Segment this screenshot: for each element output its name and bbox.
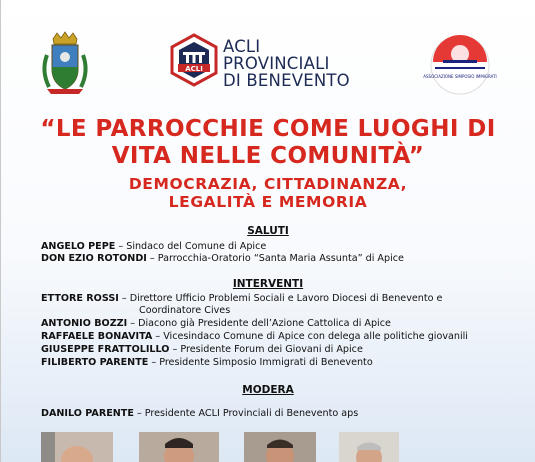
saluti-heading: SALUTI bbox=[247, 225, 289, 237]
main-title-line-1: “LE PARROCCHIE COME LUOGHI DI bbox=[40, 116, 496, 142]
speaker-role-continued: Coordinatore Cives bbox=[139, 305, 231, 316]
speaker-role: – Parrocchia-Oratorio “Santa Maria Assunta” di Apice bbox=[146, 253, 404, 264]
moderator-line bbox=[41, 408, 358, 419]
speaker-role: – Diacono già Presidente dell’Azione Cattolica di Apice bbox=[127, 318, 391, 329]
speaker-name: FILIBERTO PARENTE bbox=[41, 357, 149, 368]
speaker-role: – Presidente Simposio Immigrati di Benevento bbox=[148, 357, 373, 368]
speaker-name: ANTONIO BOZZI bbox=[41, 318, 128, 329]
speaker-line bbox=[41, 293, 442, 304]
speaker-photo bbox=[139, 432, 219, 462]
modera-heading: MODERA bbox=[242, 384, 294, 396]
speaker-photo bbox=[339, 432, 399, 462]
moderator-name: DANILO PARENTE bbox=[41, 408, 134, 419]
subtitle-line-1: DEMOCRAZIA, CITTADINANZA, bbox=[128, 175, 408, 193]
speaker-name: ETTORE ROSSI bbox=[41, 293, 119, 304]
org-line-1: ACLI bbox=[223, 37, 261, 56]
subtitle-line-2: LEGALITÀ E MEMORIA bbox=[168, 193, 368, 211]
simposio-immigrati-logo bbox=[423, 34, 497, 96]
speaker-role: – Vicesindaco Comune di Apice con delega alle politiche giovanili bbox=[152, 331, 468, 342]
speaker-name: DON EZIO ROTONDI bbox=[41, 253, 147, 264]
speaker-photo bbox=[41, 432, 113, 462]
town-crest-logo bbox=[39, 31, 91, 97]
speaker-line bbox=[41, 344, 363, 355]
acli-logo bbox=[169, 33, 219, 87]
speaker-name: GIUSEPPE FRATTOLILLO bbox=[41, 344, 170, 355]
speaker-name: RAFFAELE BONAVITA bbox=[41, 331, 153, 342]
speaker-line bbox=[41, 357, 373, 368]
acli-logo-text: ACLI bbox=[185, 64, 203, 73]
org-line-2: PROVINCIALI bbox=[223, 54, 330, 73]
speaker-role: – Direttore Ufficio Problemi Sociali e Lavoro Diocesi di Benevento e bbox=[118, 293, 443, 304]
moderator-role: – Presidente ACLI Provinciali di Benevento aps bbox=[133, 408, 359, 419]
main-title-line-2: VITA NELLE COMUNITÀ” bbox=[111, 143, 425, 169]
speaker-name: ANGELO PEPE bbox=[41, 241, 116, 252]
speaker-line bbox=[41, 318, 391, 329]
speaker-photo bbox=[244, 432, 316, 462]
organization-name bbox=[223, 38, 350, 89]
speaker-line bbox=[41, 241, 266, 252]
assoc-logo-text: ASSOCIAZIONE SIMPOSIO IMMIGRATI bbox=[423, 74, 497, 79]
speaker-line bbox=[41, 331, 468, 342]
speaker-role: – Sindaco del Comune di Apice bbox=[115, 241, 267, 252]
org-line-3: DI BENEVENTO bbox=[223, 71, 350, 90]
speaker-role: – Presidente Forum dei Giovani di Apice bbox=[169, 344, 363, 355]
interventi-heading: INTERVENTI bbox=[232, 278, 304, 290]
speaker-line bbox=[41, 253, 404, 264]
